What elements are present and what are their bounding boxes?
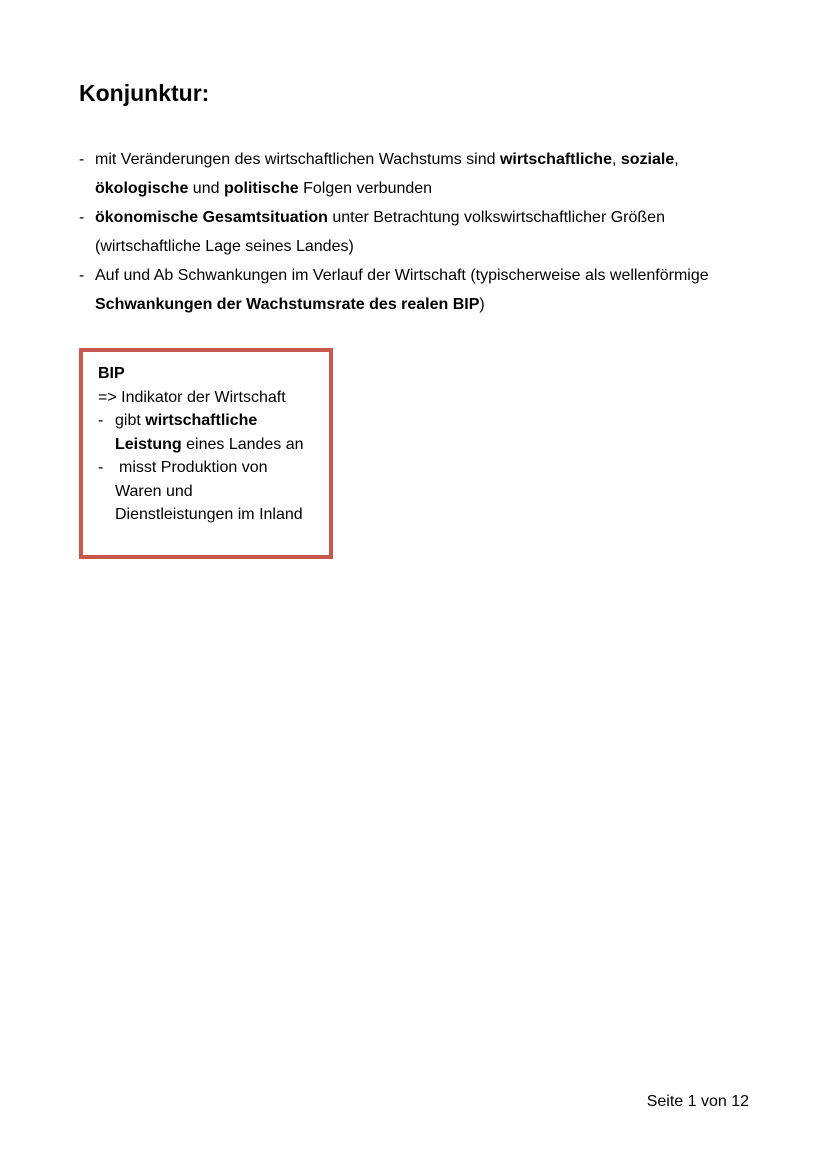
bullet-text: mit Veränderungen des wirtschaftlichen Wachstums sind [95, 151, 500, 168]
info-box-text: misst Produktion von [119, 459, 268, 476]
info-box-text: Dienstleistungen im Inland [115, 506, 303, 523]
info-box-list [98, 409, 317, 527]
bullet-text: Auf und Ab Schwankungen im Verlauf der Wirtschaft (typischerweise als wellenförmige [95, 267, 709, 284]
info-box-subtitle: => Indikator der Wirtschaft [98, 388, 286, 406]
info-box-text: Waren und [115, 482, 193, 500]
page-title: Konjunktur: [79, 80, 210, 106]
bip-info-box [79, 348, 333, 559]
bullet-text: ) [479, 296, 485, 313]
bullet-dash: - [79, 209, 85, 226]
bullet-text: (wirtschaftliche Lage seines Landes) [95, 238, 354, 255]
bullet-text: unter Betrachtung volkswirtschaftlicher Größen [327, 209, 665, 226]
bullet-dash: - [98, 459, 104, 476]
bullet-dash: - [98, 412, 104, 429]
page-number: Seite 1 von 12 [646, 1093, 749, 1110]
info-box-text: eines Landes an [181, 435, 304, 453]
info-box-text: gibt [115, 412, 146, 429]
bullet-item [79, 203, 769, 261]
bold-term: ökonomische Gesamtsituation [95, 209, 328, 226]
bullet-text: Folgen verbunden [298, 180, 433, 197]
bullet-item [79, 261, 769, 319]
bullet-text: , [611, 151, 621, 168]
info-box-title: BIP [98, 365, 125, 382]
bold-term: soziale [620, 151, 675, 168]
bold-term: wirtschaftliche [499, 151, 612, 168]
bullet-item [79, 145, 769, 203]
bold-term: Leistung [115, 435, 182, 453]
info-box-item [98, 409, 317, 456]
bullet-dash: - [79, 267, 85, 284]
bold-term: ökologische [95, 180, 189, 197]
info-box-item [98, 456, 317, 527]
bold-term: Schwankungen der Wachstumsrate des realen BIP [95, 296, 480, 313]
bullet-text: , [674, 151, 679, 168]
bullet-list [79, 145, 769, 319]
bold-term: wirtschaftliche [145, 412, 258, 429]
bullet-text: und [188, 180, 224, 197]
bold-term: politische [223, 180, 299, 197]
bullet-dash: - [79, 151, 85, 168]
